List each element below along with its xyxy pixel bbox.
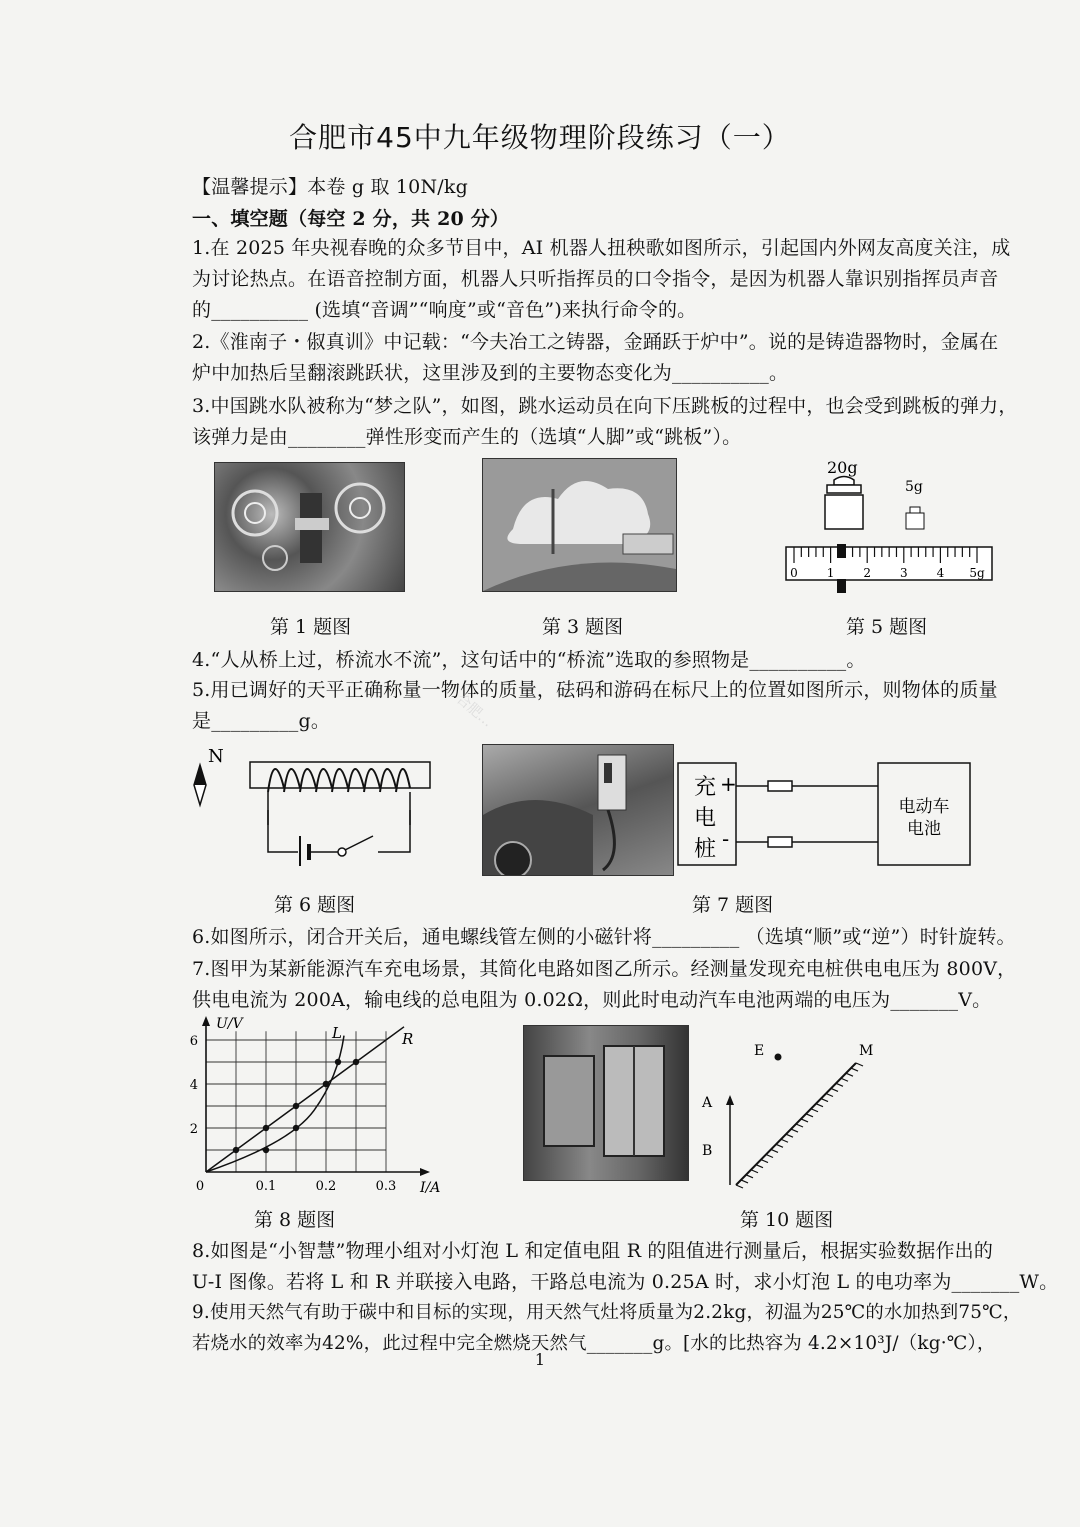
page-title: 合肥市45中九年级物理阶段练习（一） (289, 121, 791, 154)
q2-line2: 炉中加热后呈翻滚跳跃状，这里涉及到的主要物态变化为__________。 (192, 362, 789, 384)
mirror-hatch (776, 1144, 783, 1147)
caption-fig5: 第 5 题图 (846, 616, 928, 638)
battery-label-2: 电池 (907, 819, 941, 839)
caption-fig8: 第 8 题图 (254, 1209, 336, 1231)
q1-line1: 1.在 2025 年央视春晚的众多节目中，AI 机器人扭秧歌如图所示，引起国内外网友高度关注，成 (192, 237, 1011, 259)
mirror-hatch (806, 1114, 813, 1117)
data-point-L (323, 1081, 329, 1087)
mirror-hatch (736, 1185, 743, 1188)
mirror-hatch (796, 1124, 803, 1127)
mirror-hatch (741, 1180, 748, 1183)
mirror-hatch (746, 1175, 753, 1178)
mirror-hatch (821, 1099, 828, 1102)
point-e-label: E (754, 1043, 765, 1059)
fig5-balance-scale (782, 455, 997, 595)
mirror-hatch (801, 1119, 808, 1122)
x-tick-label: 0.3 (375, 1179, 397, 1194)
y-tick-label: 4 (189, 1078, 198, 1093)
series-label-L: L (332, 1024, 342, 1042)
x-tick-label: 0 (195, 1179, 205, 1194)
x-axis-arrow (420, 1168, 430, 1176)
ruler-label: 3 (899, 566, 908, 580)
data-point-R (293, 1103, 299, 1109)
q7-line2: 供电电流为 200A，输电线的总电阻为 0.02Ω，则此时电动汽车电池两端的电压为_______V。 (192, 989, 992, 1011)
y-axis-label: U/V (216, 1016, 243, 1032)
mirror-hatch (826, 1094, 833, 1097)
ruler-label: 5g (969, 566, 985, 580)
series-line-L (206, 1036, 344, 1172)
data-point-R (263, 1125, 269, 1131)
series-label-R: R (402, 1030, 414, 1048)
q9-line1: 9.使用天然气有助于碳中和目标的实现，用天然气灶将质量为2.2kg，初温为25℃的水加热到75℃， (192, 1302, 1022, 1323)
charger-char-3: 桩 (694, 837, 717, 862)
tip-text: 【温馨提示】本卷 g 取 10N/kg (192, 176, 468, 198)
ruler-label: 2 (863, 566, 872, 580)
mirror-hatch (781, 1139, 788, 1142)
caption-fig7: 第 7 题图 (692, 894, 774, 916)
q3-line2: 该弹力是由________弹性形变而产生的（选填“人脚”或“跳板”）。 (192, 426, 742, 448)
mirror-hatch (766, 1155, 773, 1158)
data-point-L (293, 1125, 299, 1131)
needle-n-label: N (208, 746, 224, 767)
fig10-mirror-photo (523, 1025, 689, 1181)
mirror-hatch (761, 1160, 768, 1163)
fig6-solenoid-circuit (188, 740, 438, 870)
mirror-hatch (851, 1068, 858, 1071)
q8-line2: U-I 图像。若将 L 和 R 并联接入电路，干路总电流为 0.25A 时，求小灯泡 L 的电功率为_______W。 (192, 1271, 1059, 1293)
point-e (775, 1054, 782, 1061)
ruler-label: 4 (936, 566, 945, 580)
charger-char-2: 电 (694, 806, 717, 831)
mirror-hatch (811, 1109, 818, 1112)
x-axis-label: I/A (420, 1180, 441, 1196)
ruler-label: 0 (790, 566, 798, 580)
q7-line1: 7.图甲为某新能源汽车充电场景，其简化电路如图乙所示。经测量发现充电桩供电电压为 800V， (192, 958, 1017, 980)
ruler-label: 1 (826, 566, 835, 580)
caption-fig1: 第 1 题图 (270, 616, 352, 638)
data-point-L (263, 1147, 269, 1153)
y-axis-arrow (202, 1016, 210, 1026)
mirror-hatch (786, 1134, 793, 1137)
mirror-hatch (831, 1088, 838, 1091)
q5-line1: 5.用已调好的天平正确称量一物体的质量，砝码和游码在标尺上的位置如图所示，则物体的质量 (192, 679, 998, 701)
battery-label-1: 电动车 (898, 797, 950, 817)
data-point-L (335, 1059, 341, 1065)
x-tick-label: 0.1 (255, 1179, 277, 1194)
q2-line1: 2.《淮南子・俶真训》中记载：“今夫冶工之铸器，金踊跃于炉中”。说的是铸造器物时，金属在 (192, 331, 999, 353)
q6-line: 6.如图所示，闭合开关后，通电螺线管左侧的小磁针将_________ （选填“顺”或“逆”）时针旋转。 (192, 926, 1016, 948)
point-a-label: A (702, 1095, 713, 1111)
x-tick-label: 0.2 (315, 1179, 337, 1194)
mirror-hatch (841, 1078, 848, 1081)
fig3-diving-photo (482, 458, 677, 592)
data-point-R (233, 1147, 239, 1153)
fig8-ui-chart (186, 1012, 456, 1197)
q1-line2: 为讨论热点。在语音控制方面，机器人只听指挥员的口令指令，是因为机器人靠识别指挥员声音 (192, 268, 999, 290)
mirror-hatch (756, 1165, 763, 1168)
y-tick-label: 2 (189, 1122, 198, 1137)
mirror-hatch (836, 1083, 843, 1086)
mirror-hatch (846, 1073, 853, 1076)
mirror-hatch (856, 1063, 863, 1066)
q5-line2: 是_________g。 (192, 710, 331, 732)
watermark: 合肥… (453, 691, 496, 731)
q9-line2: 若烧水的效率为42%，此过程中完全燃烧天然气_______g。[水的比热容为 4.2×10³J/（kg·℃）， (192, 1333, 996, 1354)
data-point-R (353, 1059, 359, 1065)
mirror-hatch (816, 1104, 823, 1107)
plus-terminal: + (720, 772, 737, 796)
q1-line3: 的__________ (选填“音调”“响度”或“音色”)来执行命令的。 (192, 299, 697, 321)
q3-line1: 3.中国跳水队被称为“梦之队”，如图，跳水运动员在向下压跳板的过程中，也会受到跳板的弹力， (192, 395, 1018, 417)
minus-terminal: - (722, 827, 730, 851)
caption-fig10: 第 10 题图 (740, 1209, 834, 1231)
mirror-hatch (751, 1170, 758, 1173)
fig7-charging-photo (482, 744, 674, 876)
q8-line1: 8.如图是“小智慧”物理小组对小灯泡 L 和定值电阻 R 的阻值进行测量后，根据实验数据作出的 (192, 1240, 994, 1262)
mirror-hatch (771, 1149, 778, 1152)
q4-line: 4.“人从桥上过，桥流水不流”，这句话中的“桥流”选取的参照物是__________。 (192, 649, 866, 671)
fig7-charging-circuit (676, 758, 976, 870)
caption-fig6: 第 6 题图 (274, 894, 356, 916)
charger-char-1: 充 (694, 775, 717, 800)
mirror-hatch (791, 1129, 798, 1132)
point-b-label: B (702, 1143, 713, 1159)
mirror-m-label: M (859, 1043, 874, 1059)
weight-20g-label: 20g (827, 458, 858, 477)
section-heading: 一、填空题（每空 2 分，共 20 分） (192, 208, 510, 230)
fig10-mirror-diagram (694, 1035, 894, 1195)
fig1-robot-photo (214, 462, 405, 592)
page-number: 1 (534, 1350, 546, 1369)
y-tick-label: 6 (189, 1034, 198, 1049)
caption-fig3: 第 3 题图 (542, 616, 624, 638)
weight-5g-label: 5g (905, 479, 923, 495)
